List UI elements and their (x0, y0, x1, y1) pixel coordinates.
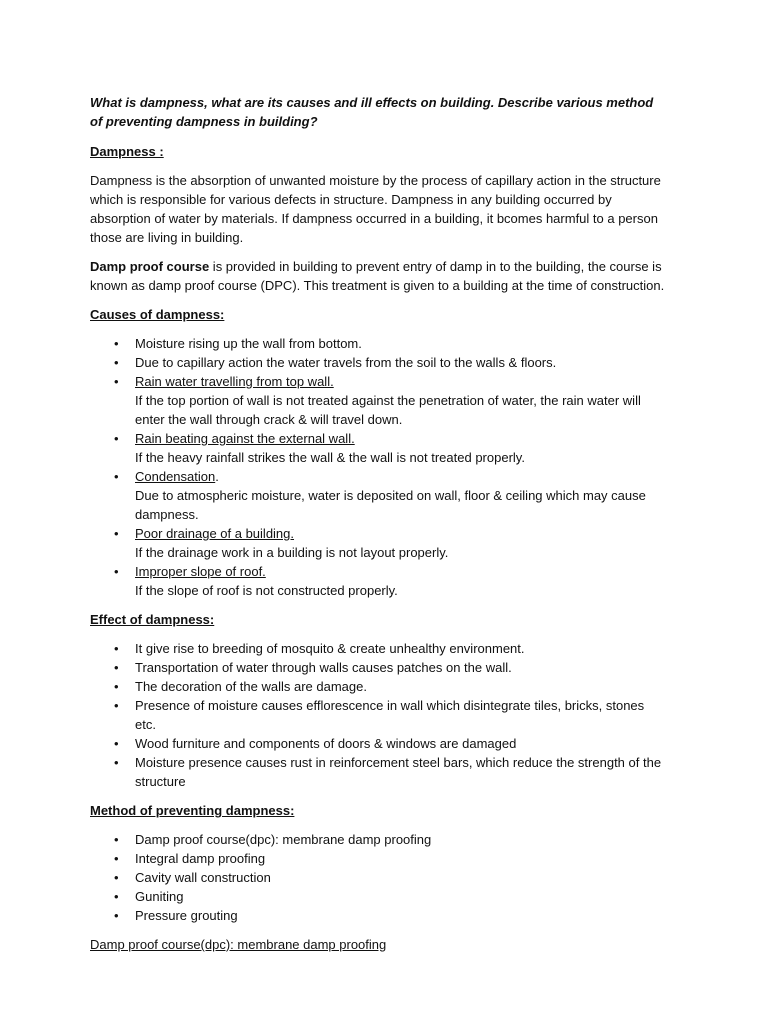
cause-item (90, 429, 668, 467)
effect-text: The decoration of the walls are damage. (135, 679, 367, 694)
cause-item (90, 562, 668, 600)
bullet-icon: • (114, 889, 119, 904)
causes-heading: Causes of dampness: (90, 307, 225, 322)
cause-item (90, 372, 668, 429)
method-text: Pressure grouting (135, 908, 238, 923)
method-text: Integral damp proofing (135, 851, 266, 866)
dpc-paragraph (90, 257, 668, 295)
method-text: Cavity wall construction (135, 870, 271, 885)
effect-text: Transportation of water through walls causes patches on the wall. (135, 660, 512, 675)
bullet-icon: • (114, 736, 119, 751)
bullet-icon: • (114, 908, 119, 923)
bullet-icon: • (114, 374, 119, 389)
effect-item (90, 753, 668, 791)
causes-list (90, 334, 668, 600)
dampness-heading: Dampness : (90, 144, 164, 159)
cause-title: Poor drainage of a building. (135, 526, 295, 541)
effect-item (90, 734, 668, 753)
bullet-icon: • (114, 832, 119, 847)
bullet-icon: • (114, 469, 119, 484)
dpc-term: Damp proof course (90, 259, 210, 274)
methods-heading: Method of preventing dampness: (90, 803, 295, 818)
cause-description: If the top portion of wall is not treated against the penetration of water, the rain water will enter the wall through crack & will travel down. (135, 393, 641, 427)
cause-title: Improper slope of roof. (135, 564, 266, 579)
effect-item (90, 639, 668, 658)
dpc-section-heading: Damp proof course(dpc): membrane damp proofing (90, 937, 387, 952)
method-item (90, 849, 668, 868)
method-text: Damp proof course(dpc): membrane damp proofing (135, 832, 432, 847)
effect-text: Presence of moisture causes efflorescence in wall which disintegrate tiles, bricks, stones etc. (135, 698, 645, 732)
method-item (90, 906, 668, 925)
cause-title-suffix: . (215, 469, 219, 484)
effect-text: It give rise to breeding of mosquito & create unhealthy environment. (135, 641, 525, 656)
effect-item (90, 658, 668, 677)
bullet-icon: • (114, 870, 119, 885)
cause-item (90, 524, 668, 562)
cause-title: Rain beating against the external wall. (135, 431, 355, 446)
effects-list (90, 639, 668, 791)
question-title: What is dampness, what are its causes and ill effects on building. Describe various method of preventing dampness in building? (90, 95, 654, 129)
bullet-icon: • (114, 851, 119, 866)
cause-title: Due to capillary action the water travels from the soil to the walls & floors. (135, 355, 557, 370)
bullet-icon: • (114, 336, 119, 351)
cause-description: If the drainage work in a building is not layout properly. (135, 545, 449, 560)
methods-list (90, 830, 668, 925)
bullet-icon: • (114, 641, 119, 656)
dampness-definition: Dampness is the absorption of unwanted moisture by the process of capillary action in the structure which is responsible for various defects in structure. Dampness in any building occurred by absorption of water by materials. If dampness occurred in a building, it bcomes harmful to a person those are living in building. (90, 173, 661, 245)
method-item (90, 830, 668, 849)
bullet-icon: • (114, 355, 119, 370)
effect-item (90, 677, 668, 696)
dpc-description: is provided in building to prevent entry of damp in to the building, the course is known as damp proof course (DPC). This treatment is given to a building at the time of construction. (90, 259, 665, 293)
cause-item (90, 353, 668, 372)
method-item (90, 868, 668, 887)
cause-item (90, 467, 668, 524)
method-item (90, 887, 668, 906)
cause-description: If the heavy rainfall strikes the wall & the wall is not treated properly. (135, 450, 525, 465)
bullet-icon: • (114, 660, 119, 675)
bullet-icon: • (114, 698, 119, 713)
cause-description: Due to atmospheric moisture, water is deposited on wall, floor & ceiling which may cause dampness. (135, 488, 646, 522)
bullet-icon: • (114, 526, 119, 541)
bullet-icon: • (114, 679, 119, 694)
effect-text: Moisture presence causes rust in reinforcement steel bars, which reduce the strength of the structure (135, 755, 662, 789)
bullet-icon: • (114, 564, 119, 579)
cause-title: Condensation (135, 469, 216, 484)
cause-title: Moisture rising up the wall from bottom. (135, 336, 362, 351)
cause-title: Rain water travelling from top wall. (135, 374, 334, 389)
effect-text: Wood furniture and components of doors & windows are damaged (135, 736, 517, 751)
method-text: Guniting (135, 889, 184, 904)
effect-item (90, 696, 668, 734)
effects-heading: Effect of dampness: (90, 612, 215, 627)
bullet-icon: • (114, 431, 119, 446)
cause-description: If the slope of roof is not constructed properly. (135, 583, 398, 598)
cause-item (90, 334, 668, 353)
bullet-icon: • (114, 755, 119, 770)
